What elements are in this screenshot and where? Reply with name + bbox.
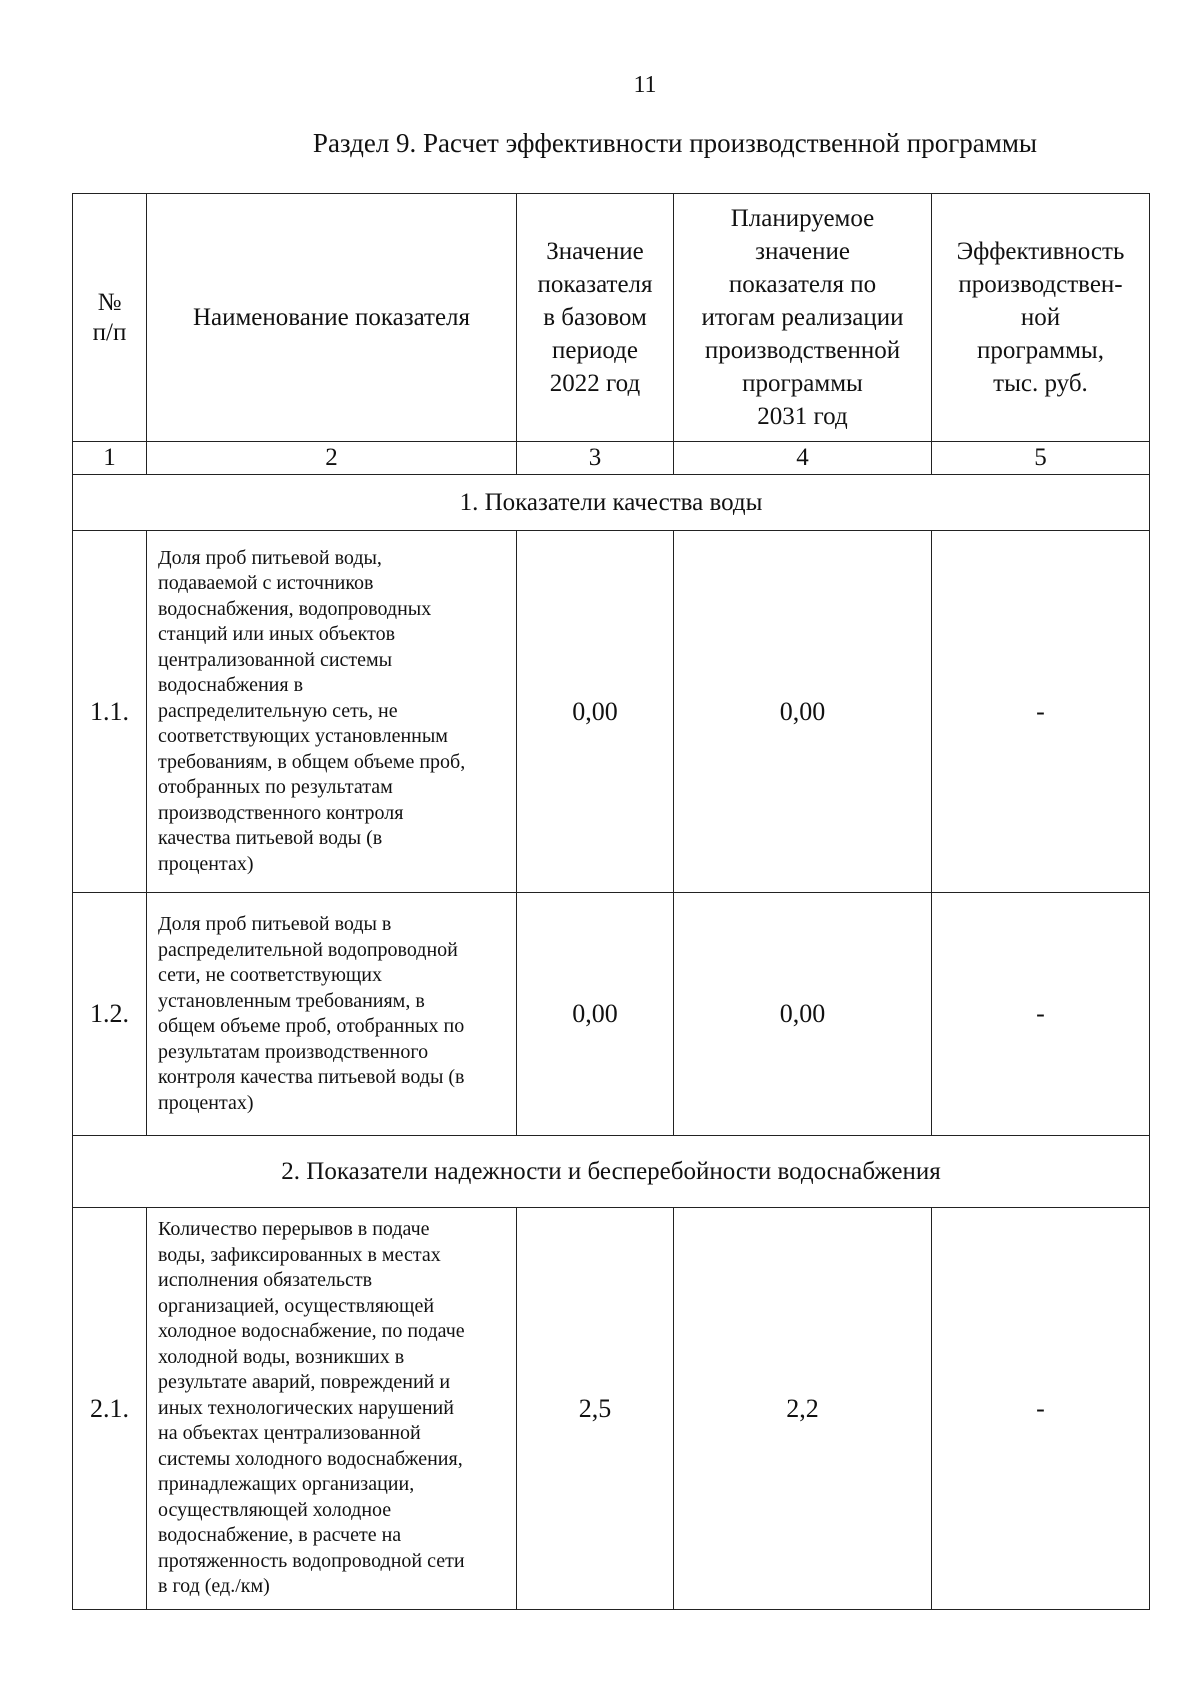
- column-number: 4: [674, 442, 932, 475]
- table-row: [73, 893, 1150, 1136]
- row-number: 2.1.: [73, 1208, 147, 1610]
- base-value: 0,00: [517, 893, 674, 1136]
- indicator-name: Доля проб питьевой воды, подаваемой с источников водоснабжения, водопроводных станций или иных объектов централизованной системы водоснабжения в распределительную сеть, не соответствующих установленным требованиям, в общем объеме проб, отобранных по результатам производственного контроля качества питьевой воды (в процентах): [147, 531, 517, 893]
- base-value: 0,00: [517, 531, 674, 893]
- page-number: 11: [633, 72, 657, 98]
- row-number: 1.2.: [73, 893, 147, 1136]
- column-number: 2: [147, 442, 517, 475]
- table-row: [73, 1208, 1150, 1610]
- table-row: [73, 531, 1150, 893]
- column-numbers-row: [73, 442, 1150, 475]
- column-number: 3: [517, 442, 674, 475]
- column-number: 5: [932, 442, 1150, 475]
- base-value: 2,5: [517, 1208, 674, 1610]
- efficiency-value: -: [932, 531, 1150, 893]
- header-col-base-value: Значение показателя в базовом периоде 2022 год: [517, 194, 674, 442]
- indicator-name: Доля проб питьевой воды в распределительной водопроводной сети, не соответствующих установленным требованиям, в общем объеме проб, отобранных по результатам производственного контроля качества питьевой воды (в процентах): [147, 893, 517, 1136]
- planned-value: 2,2: [674, 1208, 932, 1610]
- planned-value: 0,00: [674, 531, 932, 893]
- header-col-planned-value: Планируемое значение показателя по итогам реализации производственной программы 2031 год: [674, 194, 932, 442]
- efficiency-value: -: [932, 1208, 1150, 1610]
- row-number: 1.1.: [73, 531, 147, 893]
- planned-value: 0,00: [674, 893, 932, 1136]
- section-row: [73, 475, 1150, 531]
- efficiency-value: -: [932, 893, 1150, 1136]
- header-col-number: № п/п: [73, 194, 147, 442]
- table-header-row: [73, 194, 1150, 442]
- indicator-name: Количество перерывов в подаче воды, зафиксированных в местах исполнения обязательств организацией, осуществляющей холодное водоснабжение, по подаче холодной воды, возникших в результате аварий, повреждений и иных технологических нарушений на объектах централизованной системы холодного водоснабжения, принадлежащих организации, осуществляющей холодное водоснабжение, в расчете на протяженность водопроводной сети в год (ед./км): [147, 1208, 517, 1610]
- efficiency-table: [72, 193, 1150, 1610]
- section-row: [73, 1136, 1150, 1208]
- section-title: Раздел 9. Расчет эффективности производственной программы: [312, 128, 1038, 158]
- section-heading: 1. Показатели качества воды: [73, 475, 1150, 531]
- section-heading: 2. Показатели надежности и бесперебойности водоснабжения: [73, 1136, 1150, 1208]
- column-number: 1: [73, 442, 147, 475]
- header-col-efficiency: Эффективность производствен- ной программы, тыс. руб.: [932, 194, 1150, 442]
- header-col-name: Наименование показателя: [147, 194, 517, 442]
